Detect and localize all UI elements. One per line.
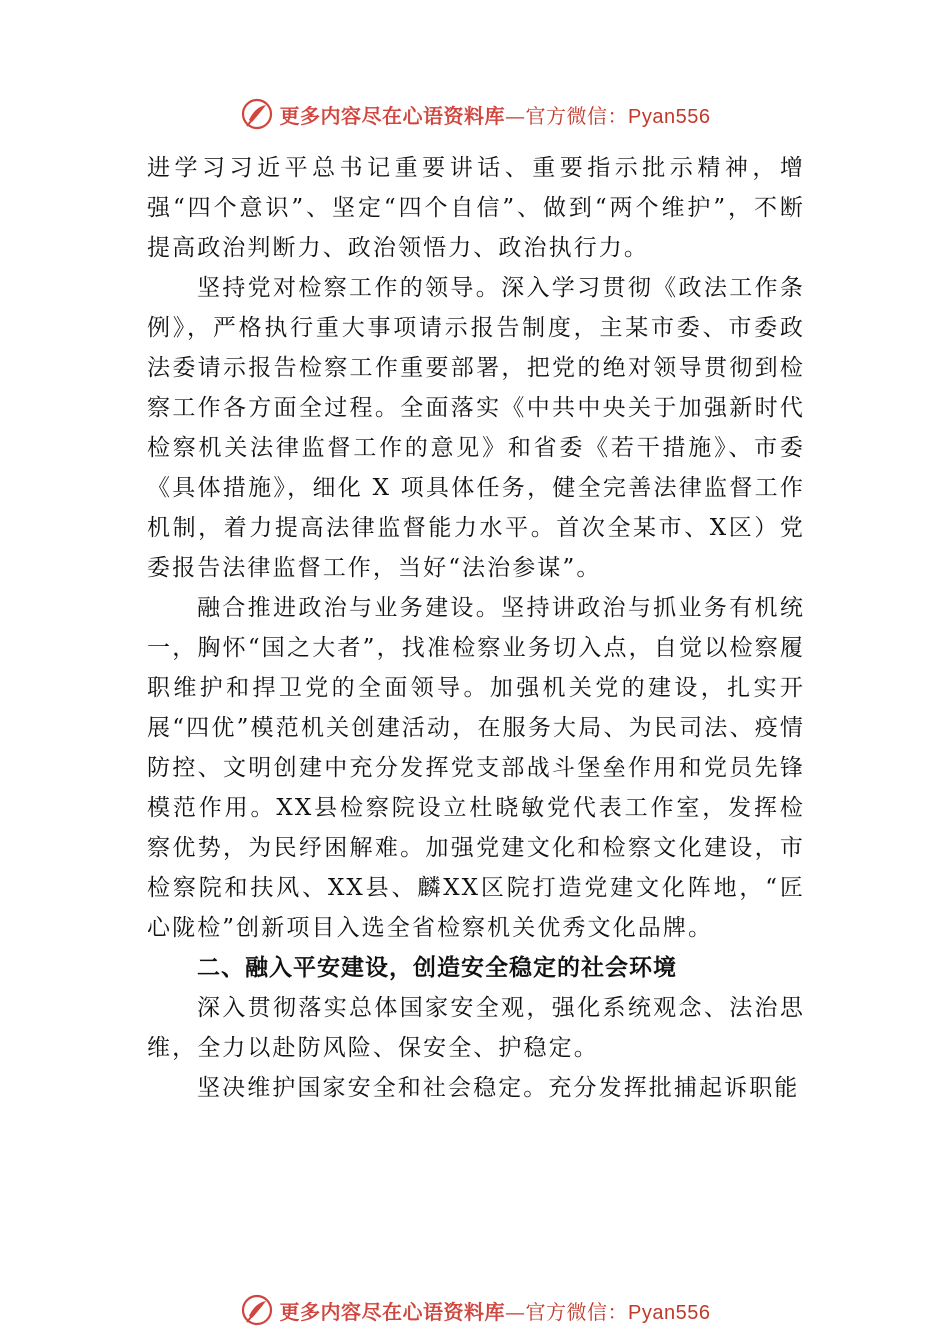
section-heading: 二、融入平安建设，创造安全稳定的社会环境 (197, 955, 677, 981)
footer-banner (0, 1290, 950, 1330)
paragraph: 进学习习近平总书记重要讲话、重要指示批示精神，增强“四个意识”、坚定“四个自信”、做到“两个维护”，不断提高政治判断力、政治领悟力、政治执行力。 (147, 155, 805, 261)
banner-text: 更多内容尽在心语资料库—官方微信：Pyan556 (279, 103, 711, 128)
logo-icon (240, 97, 274, 131)
paragraph: 坚决维护国家安全和社会稳定。充分发挥批捕起诉职能 (197, 1075, 800, 1101)
header-banner (0, 94, 950, 134)
paragraph: 深入贯彻落实总体国家安全观，强化系统观念、法治思维，全力以赴防风险、保安全、护稳定。 (147, 995, 805, 1061)
paragraph: 融合推进政治与业务建设。坚持讲政治与抓业务有机统一，胸怀“国之大者”，找准检察业务切入点，自觉以检察履职维护和捍卫党的全面领导。加强机关党的建设，扎实开展“四优”模范机关创建活动，在服务大局、为民司法、疫情防控、文明创建中充分发挥党支部战斗堡垒作用和党员先锋模范作用。XX县检察院设立杜晓敏党代表工作室，发挥检察优势，为民纾困解难。加强党建文化和检察文化建设，市检察院和扶风、XX县、麟XX区院打造党建文化阵地，“匠心陇检”创新项目入选全省检察机关优秀文化品牌。 (147, 595, 805, 941)
banner-text: 更多内容尽在心语资料库—官方微信：Pyan556 (279, 1299, 711, 1324)
document-body (147, 148, 805, 1108)
paragraph: 坚持党对检察工作的领导。深入学习贯彻《政法工作条例》，严格执行重大事项请示报告制度，主某市委、市委政法委请示报告检察工作重要部署，把党的绝对领导贯彻到检察工作各方面全过程。全面落实《中共中央关于加强新时代检察机关法律监督工作的意见》和省委《若干措施》、市委《具体措施》，细化 X 项具体任务，健全完善法律监督工作机制，着力提高法律监督能力水平。首次全某市、X区）党委报告法律监督工作，当好“法治参谋”。 (147, 275, 805, 581)
logo-icon (240, 1293, 274, 1327)
